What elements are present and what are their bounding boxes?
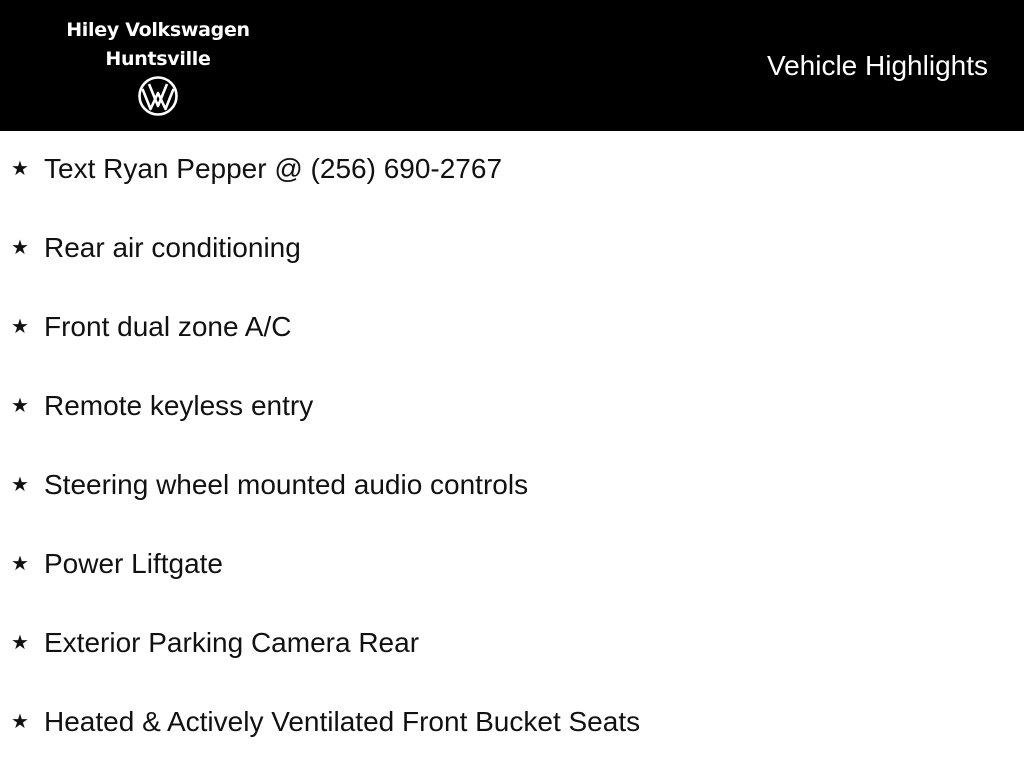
star-icon: ★ <box>11 709 29 733</box>
star-icon: ★ <box>11 472 29 496</box>
list-item-text: Rear air conditioning <box>44 232 301 263</box>
star-icon: ★ <box>11 393 29 417</box>
dealer-name-line2: Huntsville <box>105 48 211 70</box>
list-item <box>0 684 1024 763</box>
dealer-name-line1: Hiley Volkswagen <box>66 19 250 41</box>
list-item <box>0 605 1024 684</box>
list-item <box>0 526 1024 605</box>
list-item-text: Front dual zone A/C <box>44 311 292 342</box>
list-item-text: Heated & Actively Ventilated Front Bucket Seats <box>44 706 641 737</box>
star-icon: ★ <box>11 551 29 575</box>
list-item <box>0 131 1024 210</box>
page-title: Vehicle Highlights <box>766 50 988 81</box>
highlights-list <box>0 131 1024 763</box>
header-banner <box>0 0 1024 131</box>
list-item-text: Steering wheel mounted audio controls <box>44 469 529 500</box>
list-item <box>0 210 1024 289</box>
star-icon: ★ <box>11 156 29 180</box>
list-item <box>0 368 1024 447</box>
dealer-name <box>58 16 258 74</box>
list-item-text: Power Liftgate <box>44 548 223 579</box>
star-icon: ★ <box>11 235 29 259</box>
list-item <box>0 447 1024 526</box>
list-item-text: Exterior Parking Camera Rear <box>44 627 420 658</box>
star-icon: ★ <box>11 630 29 654</box>
vw-logo-icon <box>137 75 179 117</box>
list-item <box>0 289 1024 368</box>
list-item-text: Remote keyless entry <box>44 390 314 421</box>
list-item-text: Text Ryan Pepper @ (256) 690-2767 <box>44 153 503 184</box>
star-icon: ★ <box>11 314 29 338</box>
